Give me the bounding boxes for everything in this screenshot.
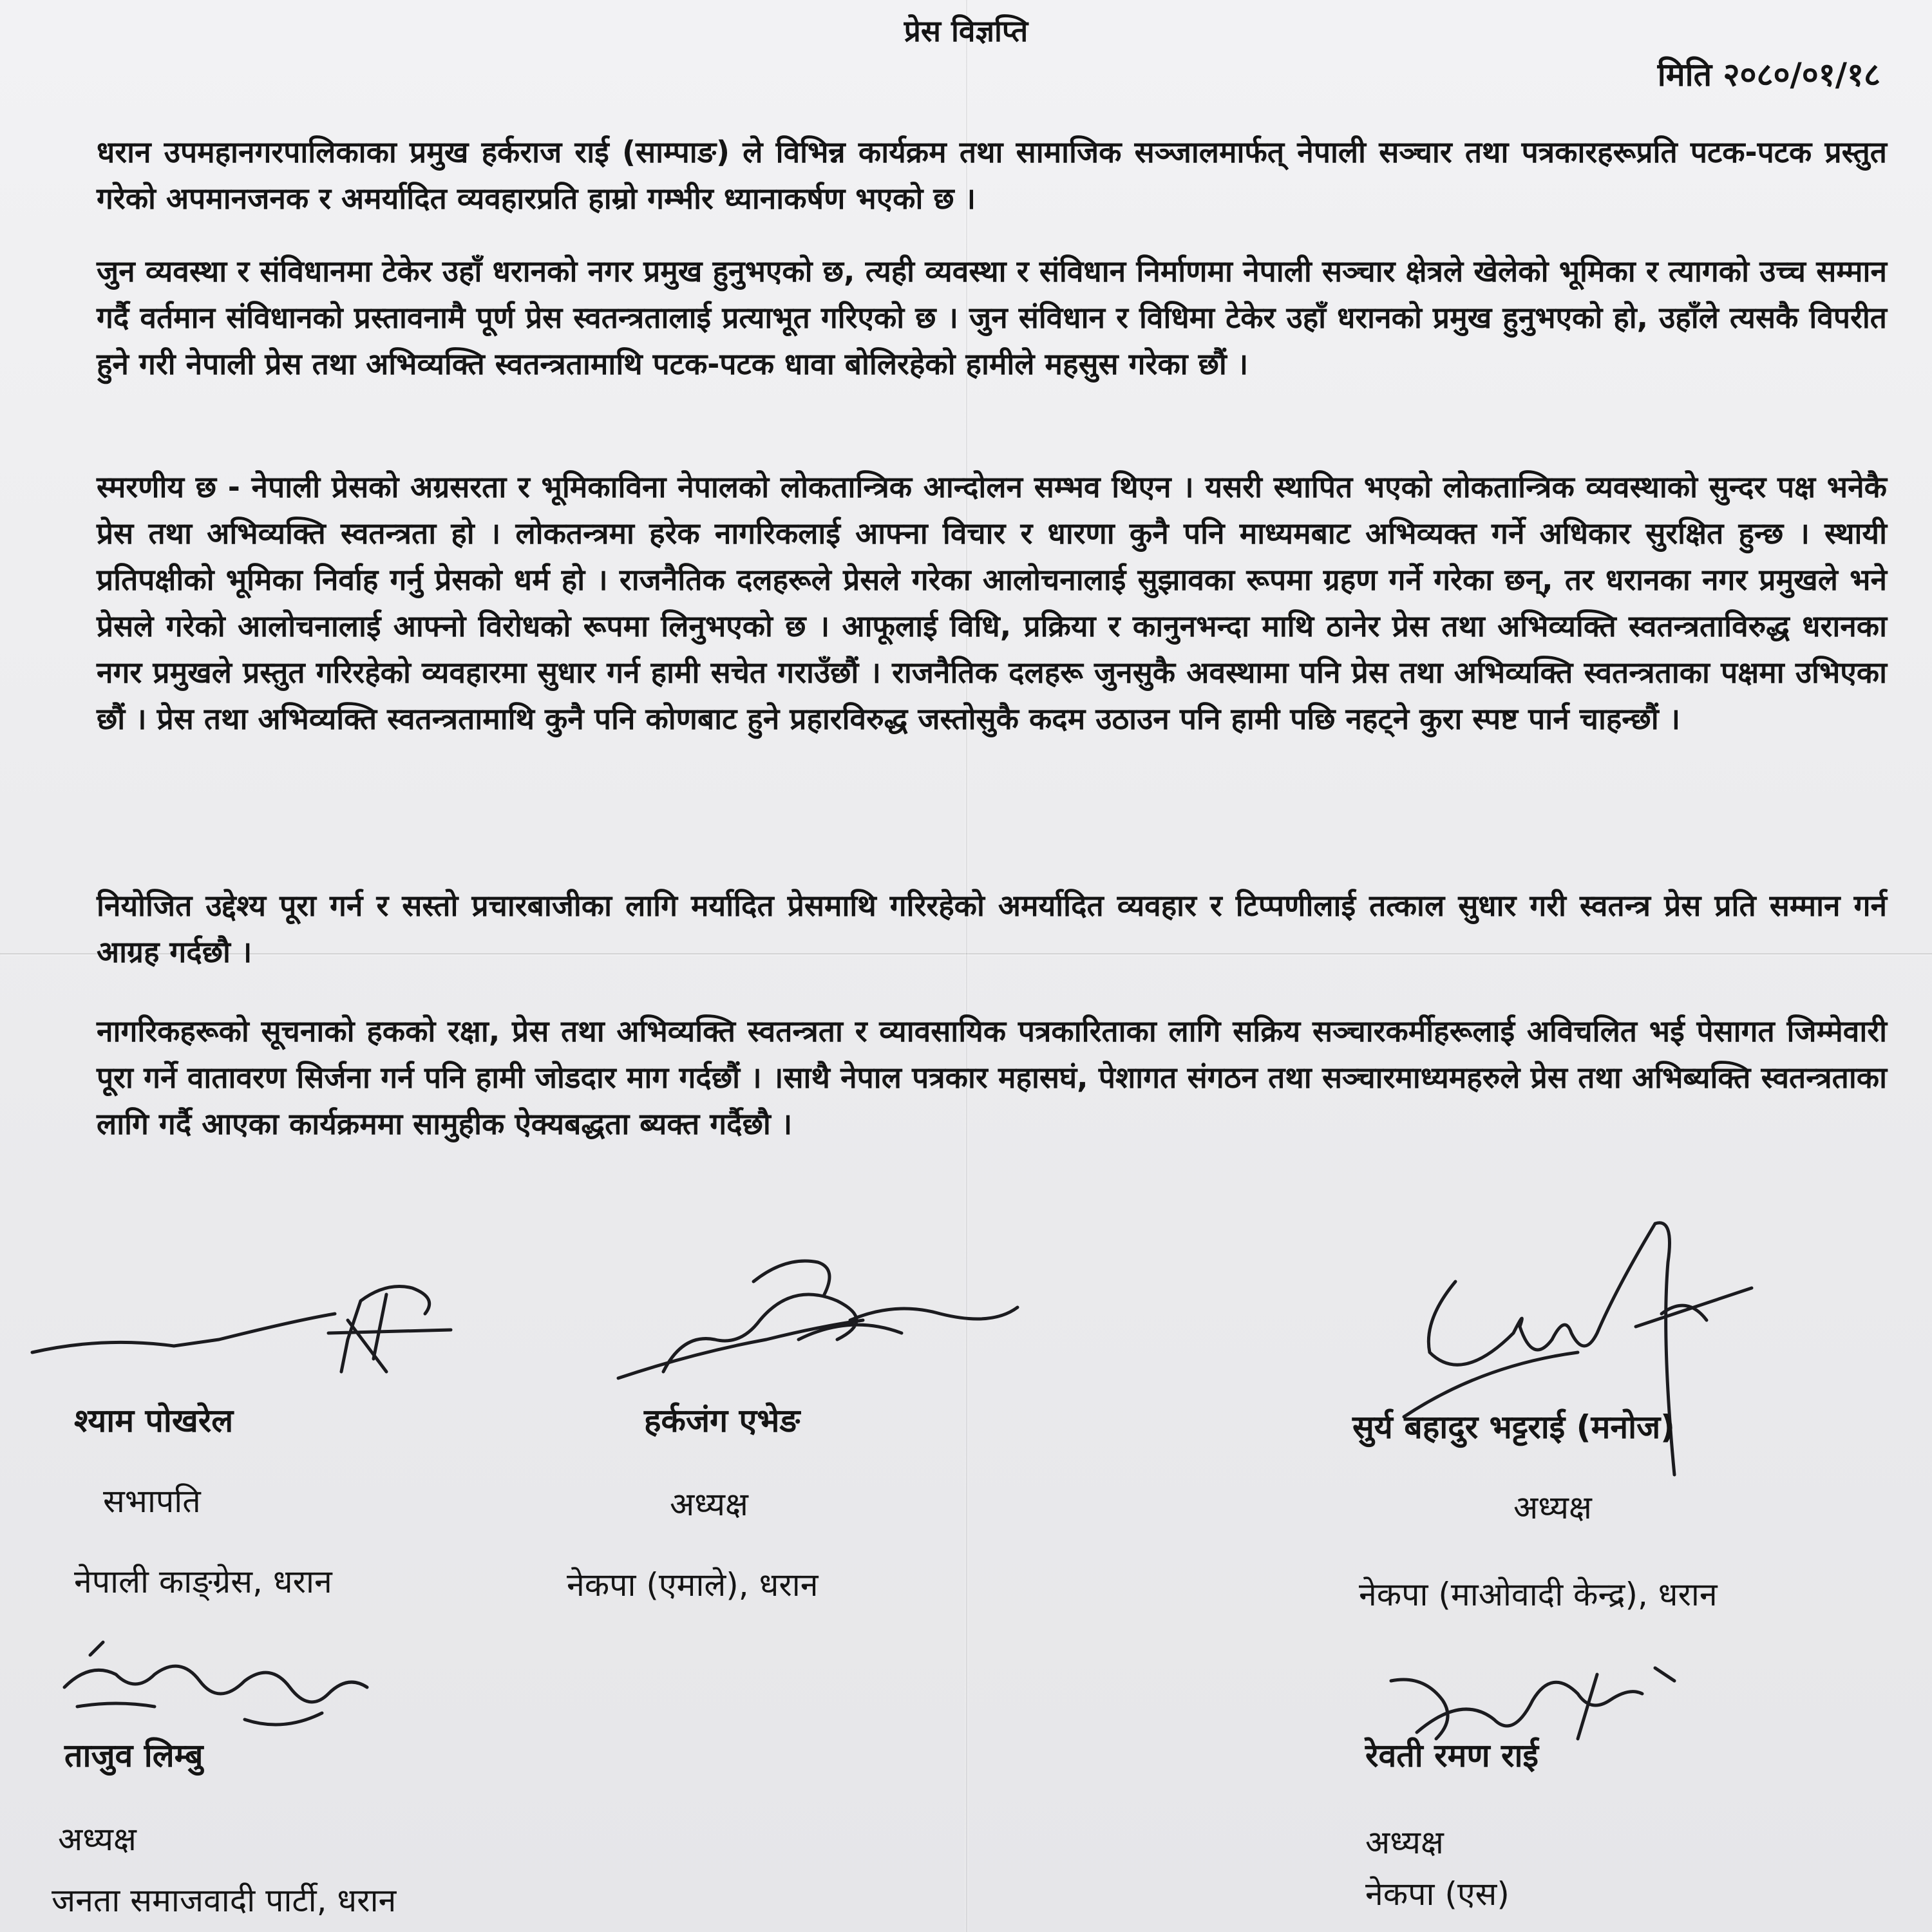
signatory-3-name: सुर्य बहादुर भट्टराई (मनोज) bbox=[1352, 1408, 1676, 1446]
paragraph-2: जुन व्यवस्था र संविधानमा टेकेर उहाँ धरानको नगर प्रमुख हुनुभएको छ, त्यही व्यवस्था र संविधान निर्माणमा नेपाली सञ्चार क्षेत्रले खेलेको भूमिका र त्यागको उच्च सम्मान गर्दै वर्तमान संविधानको प्रस्तावनामै पूर्ण प्रेस स्वतन्त्रतालाई प्रत्याभूत गरिएको छ । जुन संविधान र विधिमा टेकेर उहाँ धरानको प्रमुख हुनुभएको हो, उहाँले त्यसकै विपरीत हुने गरी नेपाली प्रेस तथा अभिव्यक्ति स्वतन्त्रतामाथि पटक-पटक धावा बोलिरहेको हामीले महसुस गरेका छौं । bbox=[97, 254, 1887, 381]
handwritten-signature-4 bbox=[52, 1636, 386, 1745]
signatory-2-role: अध्यक्ष bbox=[670, 1486, 748, 1523]
signatory-5-org: नेकपा (एस) bbox=[1365, 1875, 1510, 1913]
signatory-4-name: ताजुव लिम्बु bbox=[64, 1737, 204, 1774]
handwritten-signature-1 bbox=[26, 1275, 464, 1385]
paragraph-5: नागरिकहरूको सूचनाको हकको रक्षा, प्रेस तथा अभिव्यक्ति स्वतन्त्रता र व्यावसायिक पत्रकारिताका लागि सक्रिय सञ्चारकर्मीहरूलाई अविचलित भई पेसागत जिम्मेवारी पूरा गर्ने वातावरण सिर्जना गर्न पनि हामी जोडदार माग गर्दछौं । ।साथै नेपाल पत्रकार महासघं, पेशागत संगठन तथा सञ्चारमाध्यमहरुले प्रेस तथा अभिब्यक्ति स्वतन्त्रताका लागि गर्दै आएका कार्यक्रममा सामुहीक ऐक्यबद्धता ब्यक्त गर्दैछौ । bbox=[97, 1014, 1887, 1141]
signatory-2-name: हर्कजंग एभेङ bbox=[644, 1402, 800, 1439]
signatory-1-role: सभापति bbox=[103, 1482, 201, 1520]
paragraph-1: धरान उपमहानगरपालिकाका प्रमुख हर्कराज राई (साम्पाङ) ले विभिन्न कार्यक्रम तथा सामाजिक सञ्जालमार्फत् नेपाली सञ्चार तथा पत्रकारहरूप्रति पटक-पटक प्रस्तुत गरेको अपमानजनक र अमर्यादित व्यवहारप्रति हाम्रो गम्भीर ध्यानाकर्षण भएको छ । bbox=[97, 135, 1887, 216]
signatory-1-org: नेपाली काङ्ग्रेस, धरान bbox=[74, 1563, 332, 1600]
document-date: मिति २०८०/०१/१८ bbox=[1657, 56, 1880, 93]
signatory-4-role: अध्यक्ष bbox=[58, 1821, 137, 1858]
paragraph-4: नियोजित उद्देश्य पूरा गर्न र सस्तो प्रचारबाजीका लागि मर्यादित प्रेसमाथि गरिरहेको अमर्यादित व्यवहार र टिप्पणीलाई तत्काल सुधार गरी स्वतन्त्र प्रेस प्रति सम्मान गर्न आग्रह गर्दछौ । bbox=[97, 888, 1887, 969]
signatory-5-role: अध्यक्ष bbox=[1365, 1824, 1444, 1861]
signatory-3-org: नेकपा (माओवादी केन्द्र), धरान bbox=[1359, 1576, 1718, 1613]
handwritten-signature-2 bbox=[605, 1243, 1030, 1397]
signatory-3-role: अध्यक्ष bbox=[1513, 1489, 1592, 1526]
document-title: प्रेस विज्ञप्ति bbox=[904, 14, 1028, 48]
signatory-1-name: श्याम पोखरेल bbox=[74, 1402, 234, 1439]
paragraph-3: स्मरणीय छ - नेपाली प्रेसको अग्रसरता र भूमिकाविना नेपालको लोकतान्त्रिक आन्दोलन सम्भव थिएन । यसरी स्थापित भएको लोकतान्त्रिक व्यवस्थाको सुन्दर पक्ष भनेकै प्रेस तथा अभिव्यक्ति स्वतन्त्रता हो । लोकतन्त्रमा हरेक नागरिकलाई आफ्ना विचार र धारणा कुनै पनि माध्यमबाट अभिव्यक्त गर्ने अधिकार सुरक्षित हुन्छ । स्थायी प्रतिपक्षीको भूमिका निर्वाह गर्नु प्रेसको धर्म हो । राजनैतिक दलहरूले प्रेसले गरेका आलोचनालाई सुझावका रूपमा ग्रहण गर्ने गरेका छन्, तर धरानका नगर प्रमुखले भने प्रेसले गरेको आलोचनालाई आफ्नो विरोधको रूपमा लिनुभएको छ । आफूलाई विधि, प्रक्रिया र कानुनभन्दा माथि ठानेर प्रेस तथा अभिव्यक्ति स्वतन्त्रताविरुद्ध धरानका नगर प्रमुखले प्रस्तुत गरिरहेको व्यवहारमा सुधार गर्न हामी सचेत गराउँछौं । राजनैतिक दलहरू जुनसुकै अवस्थामा पनि प्रेस तथा अभिव्यक्ति स्वतन्त्रताका पक्षमा उभिएका छौं । प्रेस तथा अभिव्यक्ति स्वतन्त्रतामाथि कुनै पनि कोणबाट हुने प्रहारविरुद्ध जस्तोसुकै कदम उठाउन पनि हामी पछि नहट्ने कुरा स्पष्ट पार्न चाहन्छौं । bbox=[97, 469, 1887, 736]
signatory-2-org: नेकपा (एमाले), धरान bbox=[567, 1566, 819, 1604]
signatory-5-name: रेवती रमण राई bbox=[1365, 1737, 1539, 1774]
signatory-4-org: जनता समाजवादी पार्टी, धरान bbox=[52, 1882, 397, 1919]
